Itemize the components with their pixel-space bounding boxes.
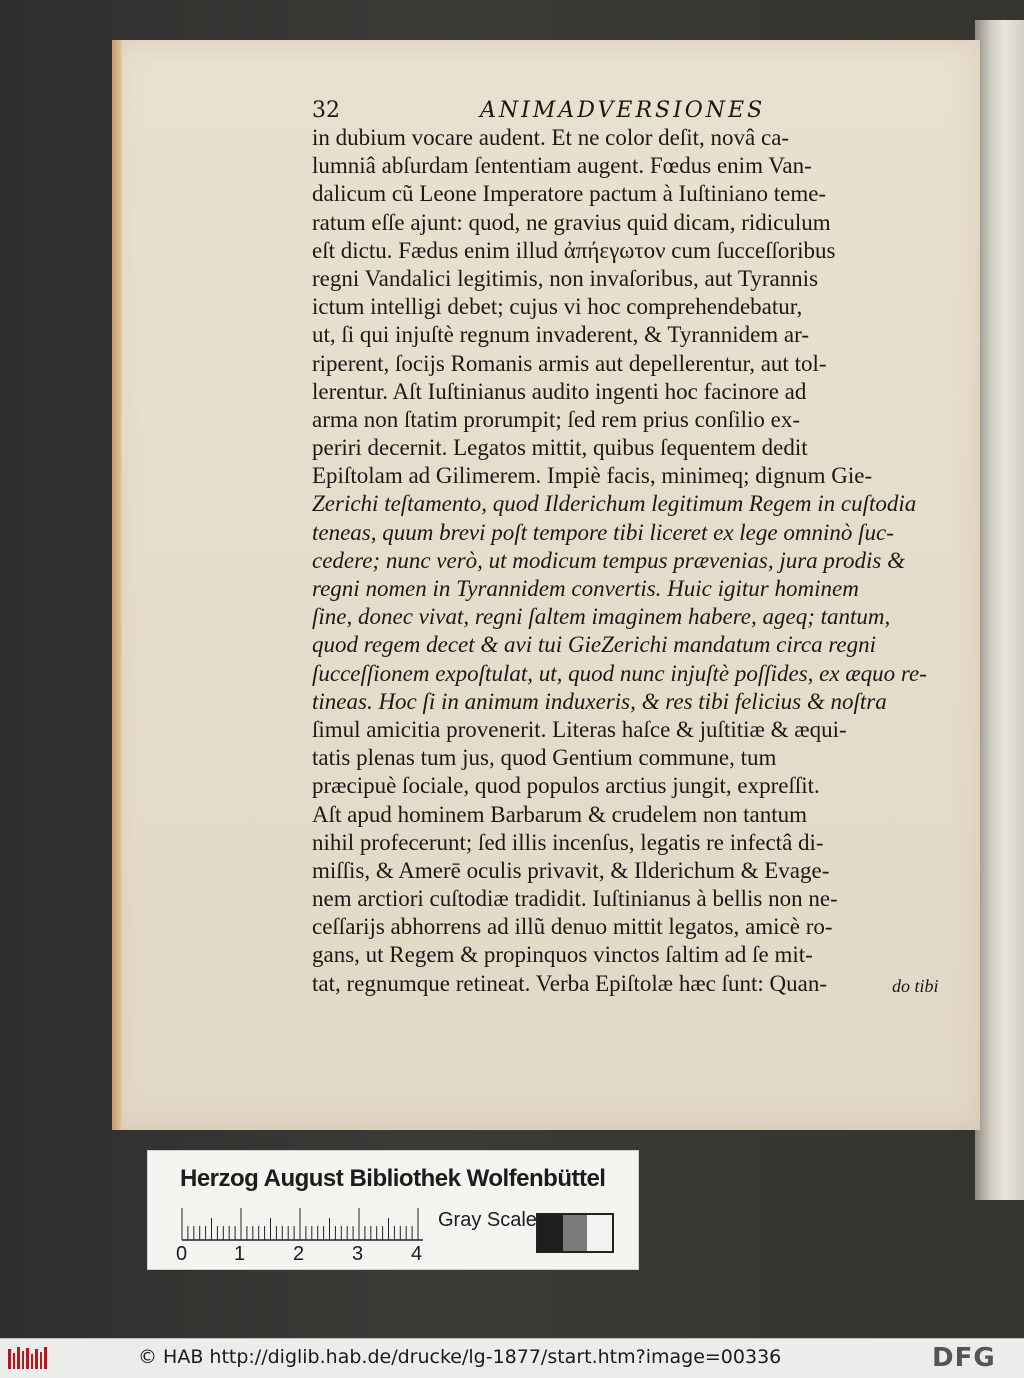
text-line: regni Vandalici legitimis, non invaſoribus, aut Tyrannis bbox=[312, 265, 819, 291]
text-line: ut, ſi qui injuſtè regnum invaderent, & Tyrannidem ar- bbox=[312, 322, 809, 348]
ruler-number-0: 0 bbox=[176, 1243, 188, 1265]
text-line: nihil profecerunt; ſed illis incenſus, legatis re infectâ di- bbox=[312, 829, 824, 855]
library-scale-card bbox=[147, 1150, 639, 1270]
text-line: quod regem decet & avi tui GieZerichi mandatum circa regni bbox=[312, 632, 877, 658]
text-line: ratum eſſe ajunt: quod, ne gravius quid dicam, ridiculum bbox=[312, 209, 831, 235]
grayscale-swatch bbox=[587, 1215, 612, 1251]
running-head: ANIMADVERSIONES bbox=[480, 98, 766, 123]
text-line: lumniâ abſurdam ſententiam augent. Fœdus enim Van- bbox=[312, 153, 812, 179]
text-line: eſt dictu. Fædus enim illud ἀπήεγωτον cum ſucceſſoribus bbox=[312, 237, 836, 263]
grayscale-swatch bbox=[563, 1215, 588, 1251]
ruler-number-4: 4 bbox=[411, 1243, 423, 1265]
text-line: miſſis, & Amerē oculis privavit, & Ilderichum & Evage- bbox=[312, 857, 830, 883]
text-line: ictum intelligi debet; cujus vi hoc comprehendebatur, bbox=[312, 294, 803, 320]
ruler-number-1: 1 bbox=[234, 1243, 246, 1265]
text-line: ſimul amicitia provenerit. Literas haſce & juſtitiæ & æqui- bbox=[312, 716, 847, 742]
text-line: ceſſarijs abhorrens ad illũ denuo mittit legatos, amicè ro- bbox=[312, 914, 833, 940]
text-line: gans, ut Regem & propinquos vinctos ſaltim ad ſe mit- bbox=[312, 942, 813, 968]
text-line: regni nomen in Tyrannidem convertis. Huic igitur hominem bbox=[312, 576, 859, 601]
text-line: Aſt apud hominem Barbarum & crudelem non tantum bbox=[312, 801, 808, 827]
dfg-logo: DFG bbox=[932, 1343, 996, 1373]
copyright-url[interactable]: © HAB http://diglib.hab.de/drucke/lg-1877/start.htm?image=00336 bbox=[138, 1346, 782, 1368]
ruler-number-2: 2 bbox=[293, 1243, 305, 1265]
ruler-ticks bbox=[180, 1207, 425, 1241]
book-page-edges bbox=[975, 20, 1024, 1200]
text-line: arma non ſtatim prorumpit; ſed rem prius conſilio ex- bbox=[312, 406, 800, 432]
text-line: ſucceſſionem expoſtulat, ut, quod nunc injuſtè poſſides, ex æquo re- bbox=[312, 660, 927, 686]
page-gutter-edge bbox=[112, 40, 122, 1130]
grayscale-label: Gray Scale bbox=[438, 1209, 537, 1231]
body-text bbox=[312, 124, 952, 998]
text-line: riperent, ſocijs Romanis armis aut depellerentur, aut tol- bbox=[312, 350, 827, 376]
text-line: lerentur. Aſt Iuſtinianus audito ingenti hoc facinore ad bbox=[312, 378, 807, 404]
viewer-footer bbox=[0, 1338, 1024, 1378]
centimeter-ruler bbox=[180, 1207, 425, 1241]
text-line: cedere; nunc verò, ut modicum tempus prævenias, jura prodis & bbox=[312, 547, 906, 573]
text-line: periri decernit. Legatos mittit, quibus ſequentem dedit bbox=[312, 435, 808, 461]
text-line: tat, regnumque retineat. Verba Epiſtolæ hæc ſunt: Quan- bbox=[312, 970, 828, 996]
text-line: ſine, donec vivat, regni ſaltem imaginem habere, ageq; tantum, bbox=[312, 604, 891, 630]
text-line: dalicum cũ Leone Imperatore pactum à Iuſtiniano teme- bbox=[312, 181, 827, 207]
page-header bbox=[312, 98, 952, 126]
text-line: in dubium vocare audent. Et ne color deſit, novâ ca- bbox=[312, 125, 790, 150]
hab-barcode-logo-icon bbox=[6, 1345, 50, 1373]
page-number: 32 bbox=[312, 98, 340, 123]
library-name: Herzog August Bibliothek Wolfenbüttel bbox=[180, 1165, 606, 1192]
grayscale-swatches bbox=[536, 1213, 614, 1253]
text-line: tatis plenas tum jus, quod Gentium commune, tum bbox=[312, 745, 777, 771]
text-line: tineas. Hoc ſi in animum induxeris, & res tibi felicius & noſtra bbox=[312, 688, 887, 714]
catchword: do tibi bbox=[892, 976, 939, 996]
text-line: præcipuè ſociale, quod populos arctius jungit, expreſſit. bbox=[312, 773, 820, 799]
text-line: nem arctiori cuſtodiæ tradidit. Iuſtinianus à bellis non ne- bbox=[312, 886, 838, 912]
text-line: Epiſtolam ad Gilimerem. Impiè facis, minimeq; dignum Gie- bbox=[312, 463, 873, 489]
text-line: Zerichi teſtamento, quod Ilderichum legitimum Regem in cuſtodia bbox=[312, 491, 917, 517]
grayscale-swatch bbox=[538, 1215, 563, 1251]
ruler-number-3: 3 bbox=[352, 1243, 364, 1265]
text-line: teneas, quum brevi poſt tempore tibi liceret ex lege omninò ſuc- bbox=[312, 519, 894, 545]
